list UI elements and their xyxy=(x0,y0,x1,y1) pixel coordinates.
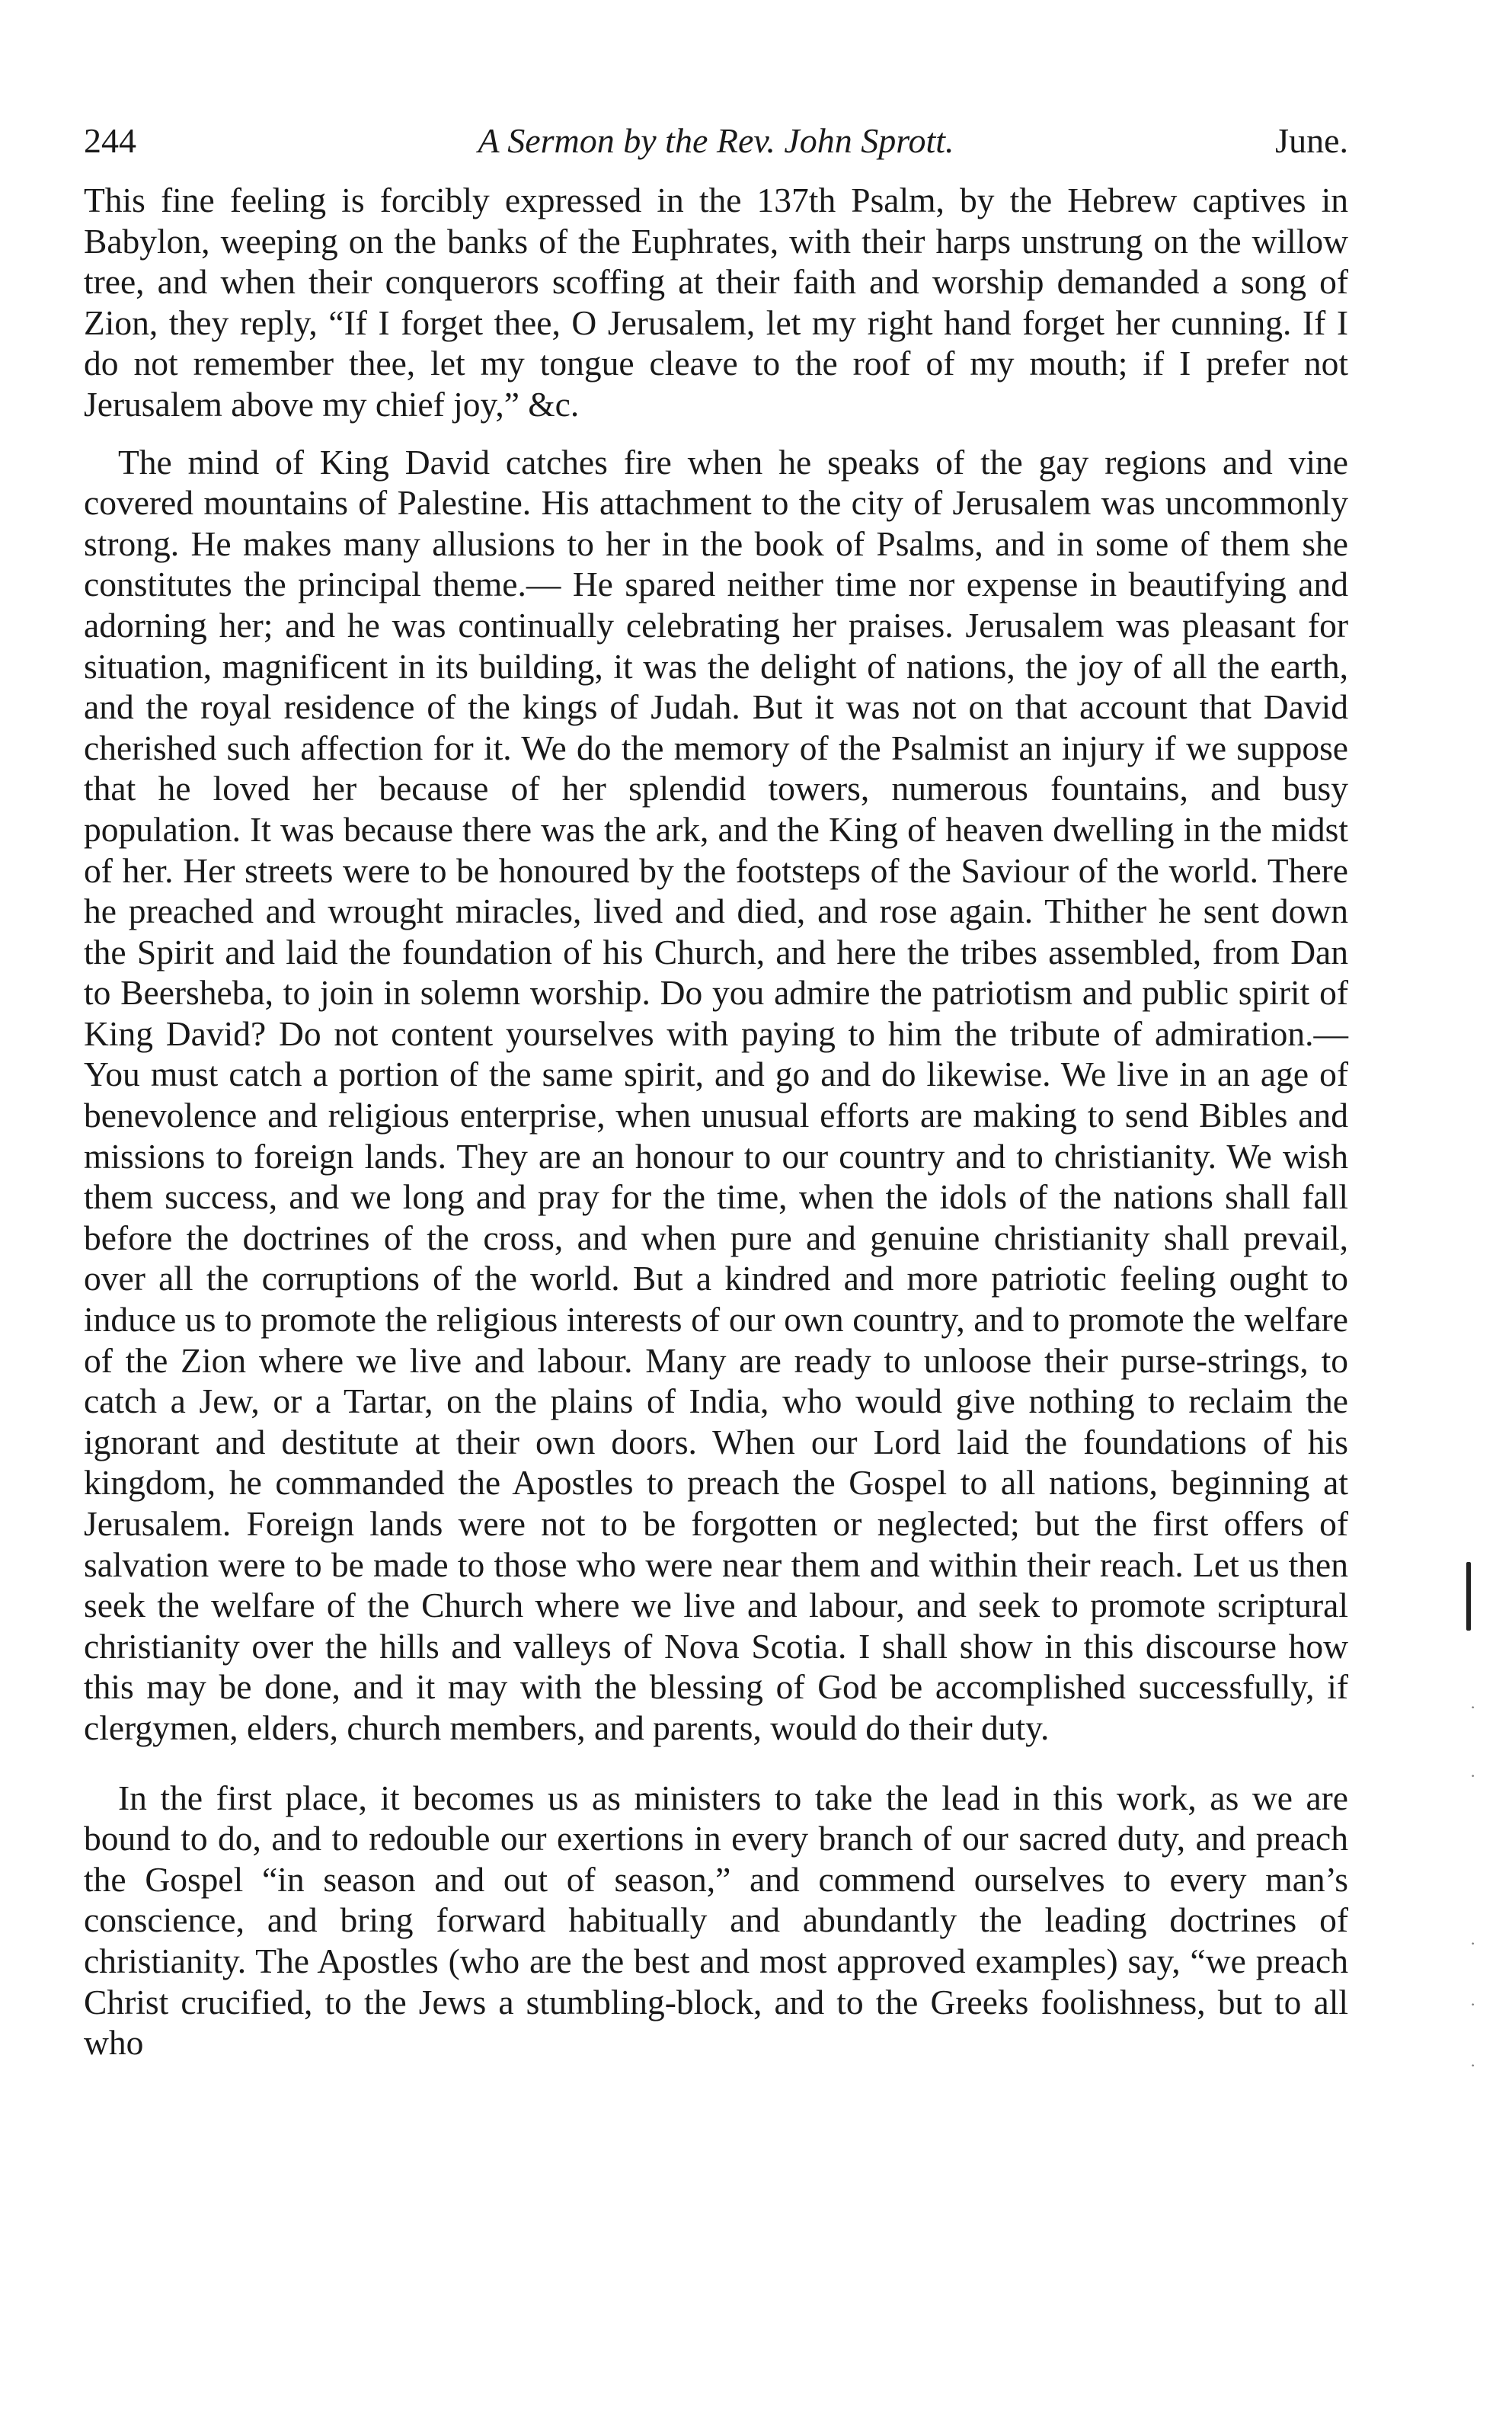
margin-speck: · xyxy=(1470,1766,1476,1785)
running-title: A Sermon by the Rev. John Sprott. xyxy=(478,121,954,160)
body-text xyxy=(84,180,1348,2063)
margin-speck: · xyxy=(1470,1995,1476,2014)
paragraph-3: In the first place, it becomes us as ministers to take the lead in this work, as we are bound to do, and to redouble our exertions in every branch of our sacred duty, and preach the Gospel “in season and out of season,” and commend ourselves to every man’s conscience, and bring forward habitually and abundantly the leading doctrines of christianity. The Apostles (who are the best and most approved examples) say, “we preach Christ crucified, to the Jews a stumbling-block, and to the Greeks foolishness, but to all who xyxy=(84,1778,1348,2063)
page-number: 244 xyxy=(84,121,136,160)
paragraph-2: The mind of King David catches fire when he speaks of the gay regions and vine covered mountains of Palestine. His attachment to the city of Jerusalem was uncommonly strong. He makes many allusions to her in the book of Psalms, and in some of them she constitutes the principal theme.— He spared neither time nor expense in beautifying and adorning her; and he was continually celebrating her praises. Jerusalem was pleasant for situation, magnificent in its building, it was the delight of nations, the joy of all the earth, and the royal residence of the kings of Judah. But it was not on that account that David cherished such affection for it. We do the memory of the Psalmist an injury if we suppose that he loved her because of her splendid towers, numerous fountains, and busy population. It was because there was the ark, and the King of heaven dwelling in the midst of her. Her streets were to be honoured by the footsteps of the Saviour of the world. There he preached and wrought miracles, lived and died, and rose again. Thither he sent down the Spirit and laid the foundation of his Church, and here the tribes assembled, from Dan to Beersheba, to join in solemn worship. Do you admire the patriotism and public spirit of King David? Do not content yourselves with paying to him the tribute of admiration.— You must catch a portion of the same spirit, and go and do likewise. We live in an age of benevolence and religious enterprise, when unusual efforts are making to send Bibles and missions to foreign lands. They are an honour to our country and to christianity. We wish them success, and we long and pray for the time, when the idols of the nations shall fall before the doctrines of the cross, and when pure and genuine christianity shall prevail, over all the corruptions of the world. But a kindred and more patriotic feeling ought to induce us to promote the religious interests of our own country, and to promote the welfare of the Zion where we live and labour. Many are ready to unloose their purse-strings, to catch a Jew, or a Tartar, on the plains of India, who would give nothing to reclaim the ignorant and destitute at their own doors. When our Lord laid the foundations of his kingdom, he commanded the Apostles to preach the Gospel to all nations, beginning at Jerusalem. Foreign lands were not to be forgotten or neglected; but the first offers of salvation were to be made to those who were near them and within their reach. Let us then seek the welfare of the Church where we live and labour, and seek to promote scriptural christianity over the hills and valleys of Nova Scotia. I shall show in this discourse how this may be done, and it may with the blessing of God be accomplished successfully, if clergymen, elders, church members, and parents, would do their duty. xyxy=(84,442,1348,1747)
running-header xyxy=(84,114,1348,168)
margin-speck: · xyxy=(1470,1698,1476,1717)
margin-speck: · xyxy=(1470,2056,1476,2075)
paragraph-1: This fine feeling is forcibly expressed in the 137th Psalm, by the Hebrew captives in Babylon, weeping on the banks of the Euphrates, with their harps unstrung on the willow tree, and when their conquerors scoffing at their faith and worship demanded a song of Zion, they reply, “If I forget thee, O Jerusalem, let my right hand forget her cunning. If I do not remember thee, let my tongue cleave to the roof of my mouth; if I prefer not Jerusalem above my chief joy,” &c. xyxy=(84,181,1348,424)
margin-speck: · xyxy=(1470,1934,1476,1953)
margin-bracket-mark xyxy=(1466,1562,1471,1631)
running-month: June. xyxy=(1275,121,1348,160)
document-page xyxy=(84,114,1348,2080)
